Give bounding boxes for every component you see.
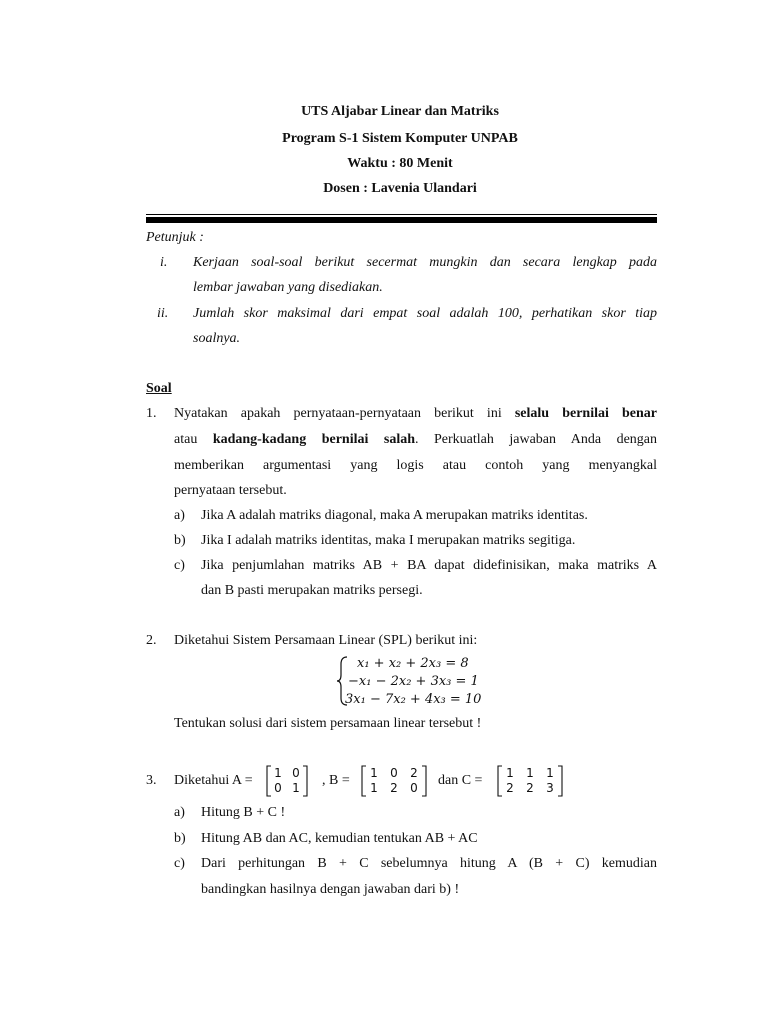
item-text: bandingkan hasilnya dengan jawaban dari b) ! [201,882,460,897]
header-rule-thick [146,217,657,223]
exam-time: Waktu : 80 Menit [347,156,453,171]
item-text: Hitung AB dan AC, kemudian tentukan AB + AC [201,831,478,846]
lecturer-name: Dosen : Lavenia Ulandari [323,181,477,196]
instruction-num: i. [160,255,168,270]
item-text: Hitung B + C ! [201,805,286,820]
item-text: Jika penjumlahan matriks AB + BA dapat didefinisikan, maka matriks A [201,558,657,573]
item-text: Jika I adalah matriks identitas, maka I merupakan matriks segitiga. [201,533,576,548]
q2-task: Tentukan solusi dari sistem persamaan linear tersebut ! [174,716,482,731]
instruction-text: Jumlah skor maksimal dari empat soal adalah 100, perhatikan skor tiap [193,306,657,321]
instructions-heading: Petunjuk : [146,230,204,245]
matrix-a [265,765,309,797]
q1-line: Nyatakan apakah pernyataan-pernyataan berikut ini selalu bernilai benar [174,406,657,421]
equation-1: x₁ + x₂ + 2x₃ = 8 [357,656,469,671]
matrix-b [360,765,428,797]
matrix-cell: 1 [274,766,282,780]
instruction-text: Kerjaan soal-soal berikut secermat mungkin dan secara lengkap pada [193,255,657,270]
q2-intro: Diketahui Sistem Persamaan Linear (SPL) berikut ini: [174,633,478,648]
q1-line: memberikan argumentasi yang logis atau contoh yang menyangkal [174,458,657,473]
matrix-cell: 2 [410,766,418,780]
header-rule-thin [146,214,657,215]
item-label: c) [174,856,185,871]
matrix-cell: 3 [546,781,554,795]
question-number: 3. [146,773,157,788]
item-label: b) [174,831,186,846]
q1-line: atau kadang-kadang bernilai salah. Perkuatlah jawaban Anda dengan [174,432,657,447]
program-name: Program S-1 Sistem Komputer UNPAB [282,131,518,146]
item-text: Dari perhitungan B + C sebelumnya hitung A (B + C) kemudian [201,856,657,871]
item-label: a) [174,508,185,523]
matrix-cell: 0 [292,766,300,780]
instruction-text: lembar jawaban yang disediakan. [193,280,383,295]
q3-lead: Diketahui A = [174,773,253,788]
q1-line: pernyataan tersebut. [174,483,287,498]
instruction-num: ii. [157,306,169,321]
equation-2: −x₁ − 2x₂ + 3x₃ = 1 [348,674,479,689]
matrix-cell: 1 [370,781,378,795]
matrix-cell: 0 [410,781,418,795]
matrix-cell: 1 [526,766,534,780]
matrix-cell: 1 [292,781,300,795]
matrix-c [496,765,564,797]
matrix-cell: 0 [274,781,282,795]
matrix-cell: 1 [506,766,514,780]
item-text: Jika A adalah matriks diagonal, maka A merupakan matriks identitas. [201,508,588,523]
question-number: 1. [146,406,157,421]
equation-3: 3x₁ − 7x₂ + 4x₃ = 10 [345,692,482,707]
item-label: c) [174,558,185,573]
matrix-cell: 2 [526,781,534,795]
matrix-cell: 0 [390,766,398,780]
question-number: 2. [146,633,157,648]
item-label: a) [174,805,185,820]
q3-sep-b: , B = [322,773,350,788]
exam-title: UTS Aljabar Linear dan Matriks [301,104,499,119]
soal-heading: Soal [146,381,172,396]
q3-sep-c: dan C = [438,773,483,788]
matrix-cell: 1 [370,766,378,780]
item-label: b) [174,533,186,548]
matrix-cell: 1 [546,766,554,780]
item-text: dan B pasti merupakan matriks persegi. [201,583,423,598]
matrix-cell: 2 [506,781,514,795]
matrix-cell: 2 [390,781,398,795]
instruction-text: soalnya. [193,331,241,346]
